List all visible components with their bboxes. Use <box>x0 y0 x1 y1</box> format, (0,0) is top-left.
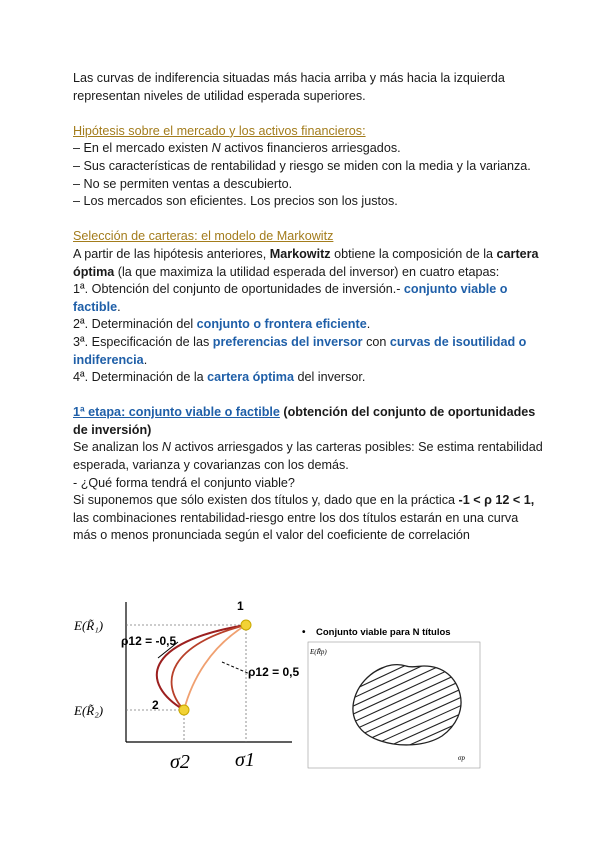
etapa1-question: - ¿Qué forma tendrá el conjunto viable? <box>73 475 295 490</box>
hipotesis-heading: Hipótesis sobre el mercado y los activos financieros: <box>73 123 366 138</box>
curve-mid <box>172 625 246 710</box>
point-1 <box>241 620 251 630</box>
label-point-1: 1 <box>237 599 244 613</box>
etapa1-paragraph-1: Se analizan los N activos arriesgados y las carteras posibles: Se estima rentabilidad esperada, varianza y covarianzas con los demás. <box>73 440 543 473</box>
label-rho-neg: ρ12 = -0,5 <box>121 634 177 648</box>
step-2: 2ª. Determinación del conjunto o frontera eficiente. <box>73 317 371 332</box>
bullet-icon: • <box>302 627 306 638</box>
intro-paragraph: Las curvas de indiferencia situadas más hacia arriba y más hacia la izquierda representan niveles de utilidad esperada superiores. <box>73 71 505 103</box>
hipotesis-item-4: – Los mercados son eficientes. Los precios son los justos. <box>73 194 398 209</box>
two-asset-diagram <box>70 592 310 778</box>
label-sigma1: σ1 <box>235 749 255 771</box>
etapa1-link[interactable]: 1ª etapa: conjunto viable o factible <box>73 405 280 420</box>
label-er2: E(R̃₂) <box>74 703 104 718</box>
etapa1-paragraph-3: Si suponemos que sólo existen dos títulos y, dado que en la práctica -1 < ρ 12 < 1, las combinaciones rentabilidad-riesgo entre los dos títulos estarán en una curva más o menos pronunciada según el valor del coeficiente de correlación <box>73 493 535 543</box>
etapa1-heading: 1ª etapa: conjunto viable o factible (obtención del conjunto de oportunidades de inversión) <box>73 405 536 437</box>
hipotesis-item-2: – Sus características de rentabilidad y riesgo se miden con la media y la varianza. <box>73 158 531 173</box>
label-sigma2: σ2 <box>170 751 190 773</box>
hipotesis-item-3: – No se permiten ventas a descubierto. <box>73 176 293 191</box>
label-point-2: 2 <box>152 698 159 712</box>
label-sigmap: σp <box>458 754 465 762</box>
label-erp: E(R̃p) <box>310 648 327 656</box>
label-rho-pos: ρ12 = 0,5 <box>248 665 300 679</box>
label-er1: E(R̃₁) <box>74 618 104 633</box>
step-3: 3ª. Especificación de las preferencias del inversor con curvas de isoutilidad o indiferencia. <box>73 334 527 367</box>
seleccion-heading: Selección de carteras: el modelo de Markowitz <box>73 229 334 244</box>
arrow-rho-pos <box>222 662 250 674</box>
seleccion-paragraph: A partir de las hipótesis anteriores, Markowitz obtiene la composición de la cartera óptima (la que maximiza la utilidad esperada del inversor) en cuatro etapas: <box>73 246 539 279</box>
document-body <box>73 70 543 545</box>
point-2 <box>179 705 189 715</box>
feasible-set-title: Conjunto viable para N títulos <box>316 627 451 638</box>
hipotesis-item-1: – En el mercado existen N activos financieros arriesgados. <box>73 141 401 156</box>
feasible-set-diagram <box>296 622 528 770</box>
step-1: 1ª. Obtención del conjunto de oportunidades de inversión.- conjunto viable o factible. <box>73 282 508 314</box>
step-4: 4ª. Determinación de la cartera óptima del inversor. <box>73 370 366 385</box>
